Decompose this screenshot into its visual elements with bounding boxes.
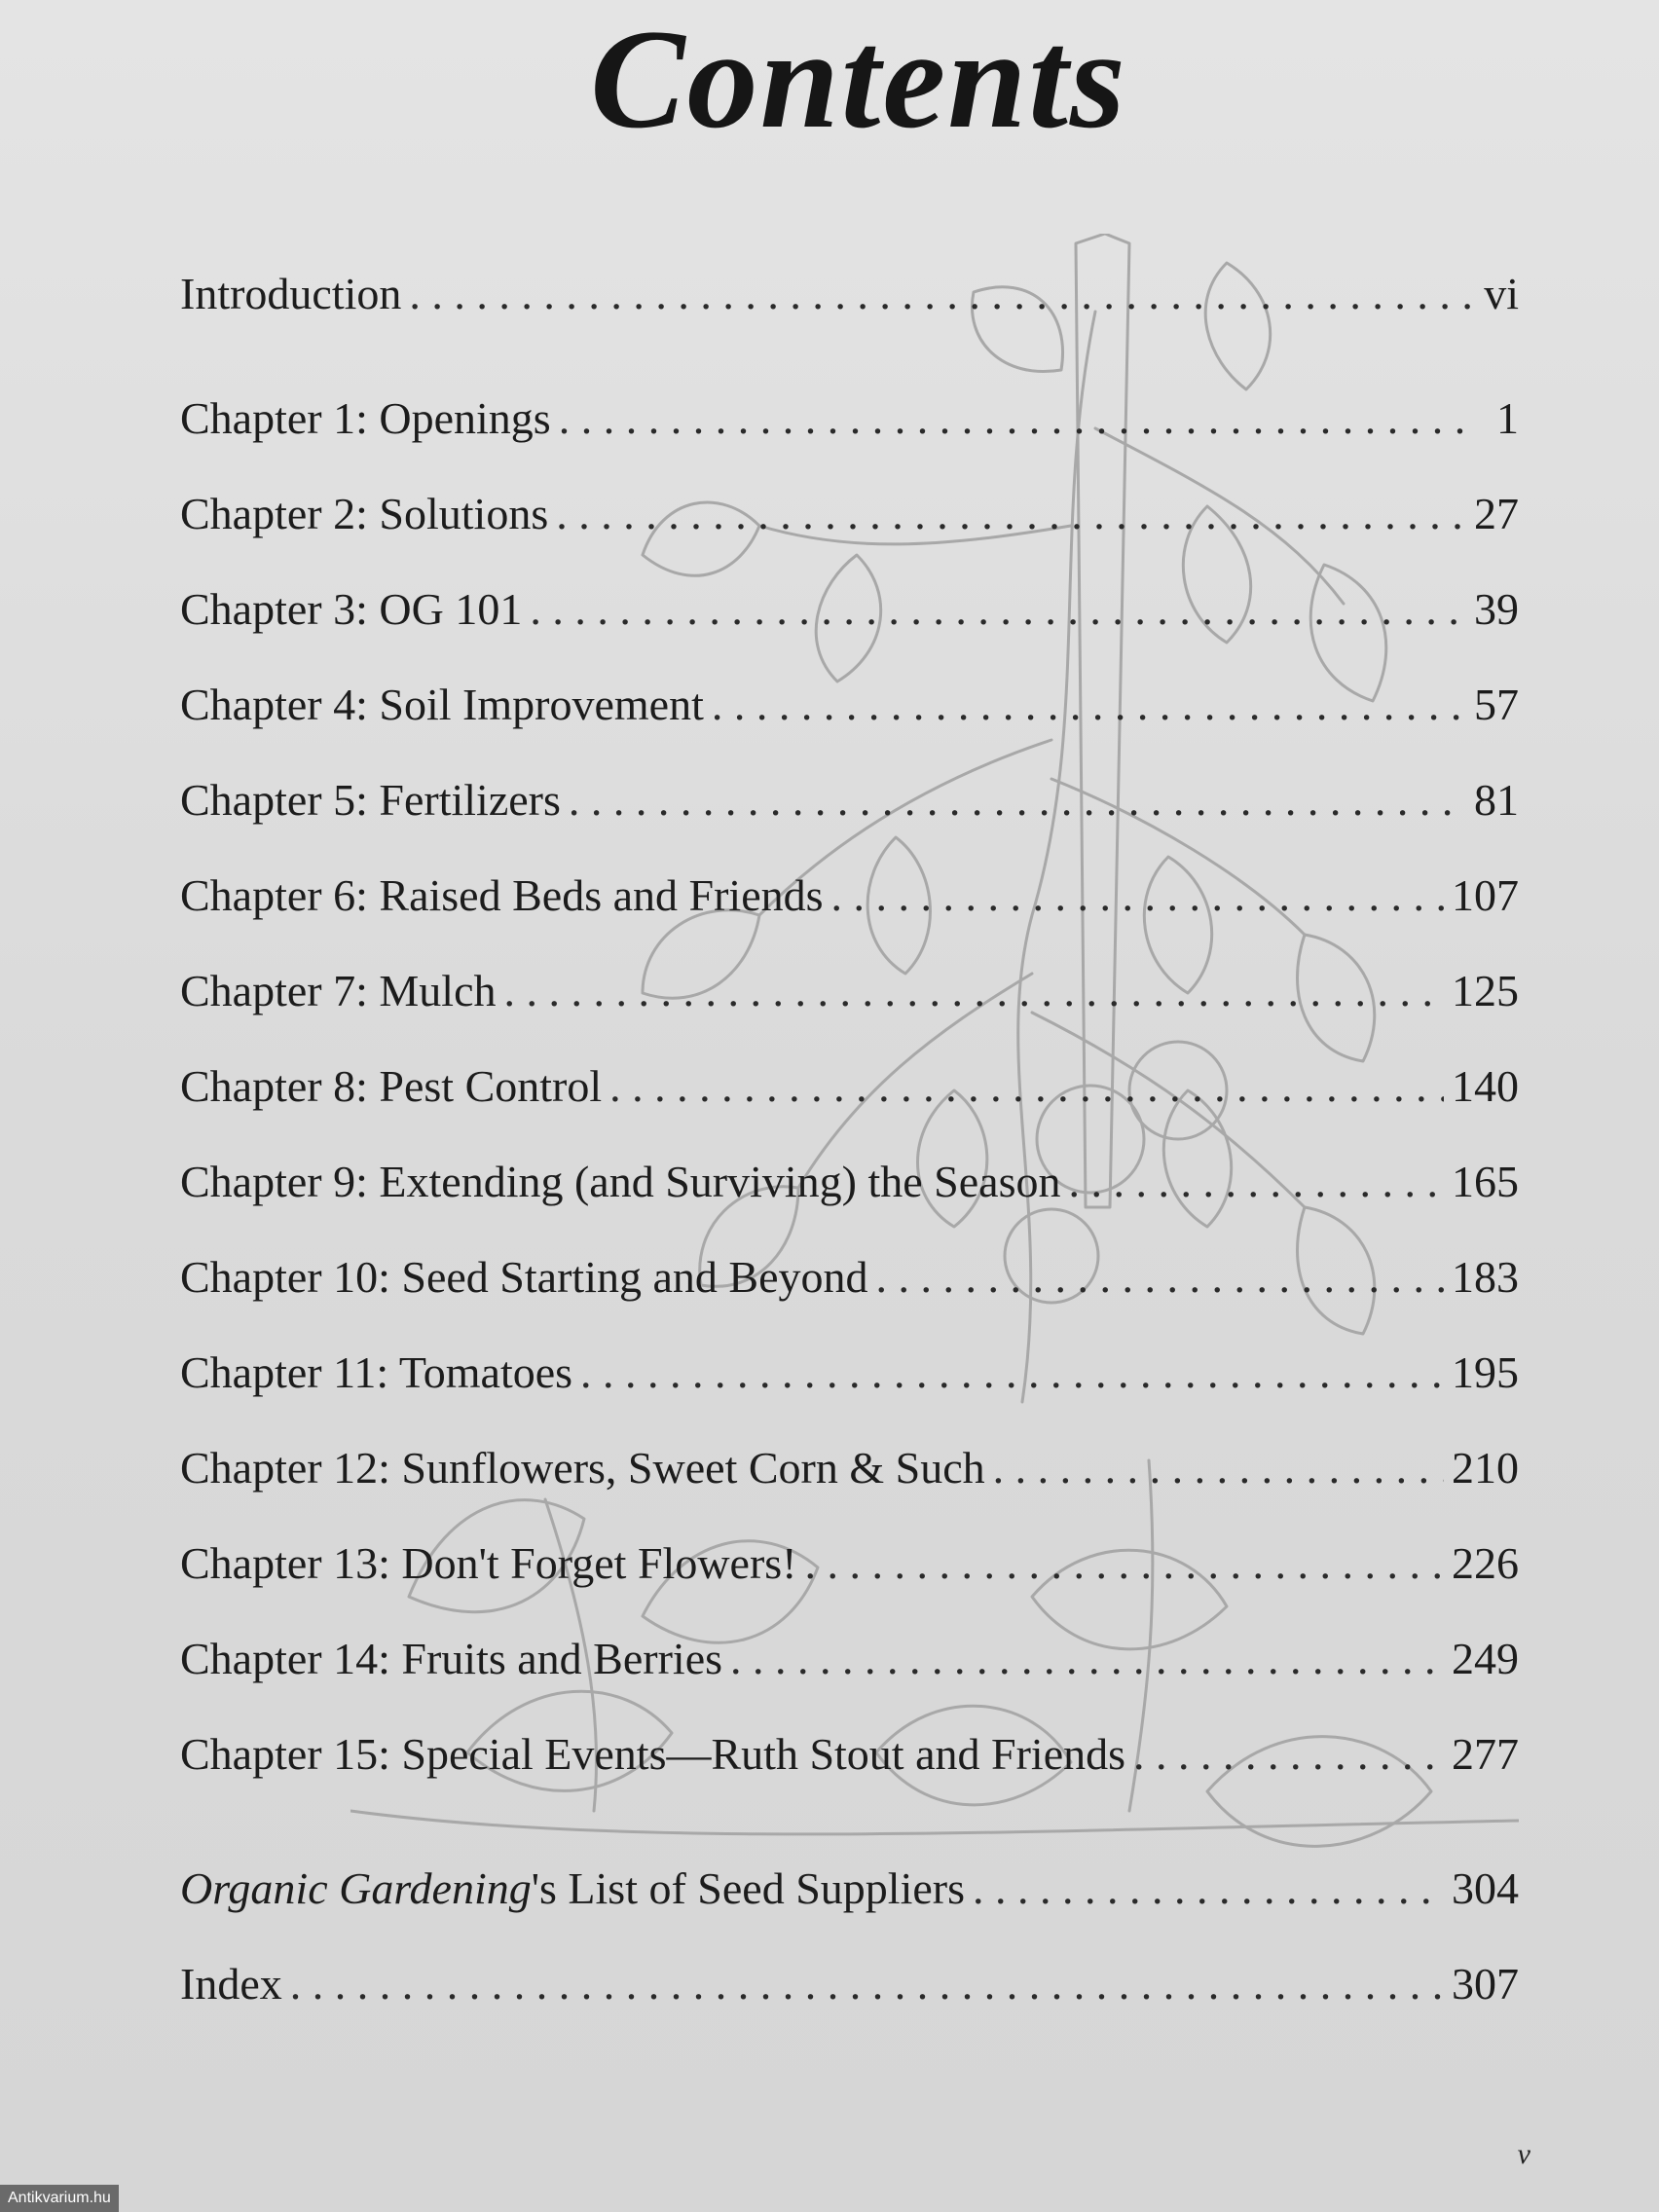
dot-leader xyxy=(580,1334,1444,1412)
watermark: Antikvarium.hu xyxy=(0,2185,119,2212)
dot-leader xyxy=(993,1429,1444,1507)
toc-entry-page: 304 xyxy=(1452,1863,1519,1913)
toc-entry-page: 195 xyxy=(1452,1347,1519,1397)
toc-entry-seed-suppliers xyxy=(180,1850,1519,1928)
toc-entry-page: 165 xyxy=(1452,1157,1519,1206)
toc-entry-chapter-15 xyxy=(180,1715,1519,1793)
toc-entry-chapter-11 xyxy=(180,1334,1519,1412)
toc-entry-label: Chapter 13: Don't Forget Flowers! xyxy=(180,1538,797,1588)
dot-leader xyxy=(876,1238,1445,1316)
dot-leader xyxy=(712,666,1466,744)
dot-leader xyxy=(409,255,1472,333)
toc-entry-page: 125 xyxy=(1452,966,1519,1015)
toc-entry-chapter-1 xyxy=(180,380,1519,458)
toc-entry-index xyxy=(180,1945,1519,2023)
dot-leader xyxy=(556,475,1466,553)
toc-entry-label: Chapter 7: Mulch xyxy=(180,966,497,1015)
toc-entry-chapter-10 xyxy=(180,1238,1519,1316)
dot-leader xyxy=(805,1525,1445,1603)
toc-entry-chapter-2 xyxy=(180,475,1519,553)
toc-entry-label: Chapter 1: Openings xyxy=(180,393,551,443)
toc-entry-chapter-4 xyxy=(180,666,1519,744)
dot-leader xyxy=(1133,1715,1444,1793)
toc-entry-page: 210 xyxy=(1452,1443,1519,1493)
toc-entry-chapter-9 xyxy=(180,1143,1519,1221)
dot-leader xyxy=(290,1945,1444,2023)
toc-entry-page: 249 xyxy=(1452,1634,1519,1683)
toc-entry-chapter-3 xyxy=(180,571,1519,648)
toc-entry-label: Chapter 14: Fruits and Berries xyxy=(180,1634,723,1683)
toc-entry-page: 27 xyxy=(1474,489,1519,538)
toc-entry-label: Chapter 2: Solutions xyxy=(180,489,549,538)
toc-entry-label: Chapter 15: Special Events—Ruth Stout and Friends xyxy=(180,1729,1126,1779)
toc-entry-label: Chapter 8: Pest Control xyxy=(180,1061,603,1111)
toc-entry-chapter-14 xyxy=(180,1620,1519,1698)
table-of-contents xyxy=(180,0,1519,2142)
toc-entry-label: Chapter 3: OG 101 xyxy=(180,584,523,634)
toc-entry-page: 107 xyxy=(1452,870,1519,920)
toc-entry-page: 1 xyxy=(1496,393,1519,443)
toc-entry-page: 307 xyxy=(1452,1959,1519,2009)
dot-leader xyxy=(504,952,1445,1030)
dot-leader xyxy=(569,761,1466,839)
toc-entry-label: Chapter 11: Tomatoes xyxy=(180,1347,573,1397)
dot-leader xyxy=(1069,1143,1444,1221)
toc-entry-chapter-13 xyxy=(180,1525,1519,1603)
toc-entry-page: 226 xyxy=(1452,1538,1519,1588)
toc-entry-label: Introduction xyxy=(180,269,402,318)
dot-leader xyxy=(530,571,1466,648)
toc-entry-label: Index xyxy=(180,1959,282,2009)
publication-title: Organic Gardening xyxy=(180,1863,532,1913)
dot-leader xyxy=(609,1048,1444,1125)
toc-entry-label xyxy=(180,1850,965,1928)
toc-entry-chapter-8 xyxy=(180,1048,1519,1125)
toc-entry-page: 277 xyxy=(1452,1729,1519,1779)
toc-entry-chapter-6 xyxy=(180,857,1519,935)
dot-leader xyxy=(730,1620,1444,1698)
toc-entry-label: Chapter 9: Extending (and Surviving) the Season xyxy=(180,1157,1061,1206)
toc-entry-label-rest: 's List of Seed Suppliers xyxy=(531,1863,965,1913)
toc-entry-label: Chapter 5: Fertilizers xyxy=(180,775,561,825)
toc-entry-page: 39 xyxy=(1474,584,1519,634)
toc-entry-chapter-12 xyxy=(180,1429,1519,1507)
toc-entry-page: 57 xyxy=(1474,680,1519,729)
toc-entry-page: 81 xyxy=(1474,775,1519,825)
toc-entry-label: Chapter 12: Sunflowers, Sweet Corn & Such xyxy=(180,1443,985,1493)
toc-entry-page: 183 xyxy=(1452,1252,1519,1302)
dot-leader xyxy=(559,380,1472,458)
dot-leader xyxy=(831,857,1444,935)
toc-entry-chapter-5 xyxy=(180,761,1519,839)
toc-entry-label: Chapter 10: Seed Starting and Beyond xyxy=(180,1252,868,1302)
page-folio: v xyxy=(1517,2138,1530,2170)
toc-entry-page: vi xyxy=(1484,269,1519,318)
dot-leader xyxy=(973,1850,1444,1928)
toc-entry-introduction xyxy=(180,255,1519,333)
toc-entry-chapter-7 xyxy=(180,952,1519,1030)
toc-entry-label: Chapter 6: Raised Beds and Friends xyxy=(180,870,824,920)
toc-entry-label: Chapter 4: Soil Improvement xyxy=(180,680,704,729)
page-title: Contents xyxy=(590,0,1127,158)
toc-entry-page: 140 xyxy=(1452,1061,1519,1111)
